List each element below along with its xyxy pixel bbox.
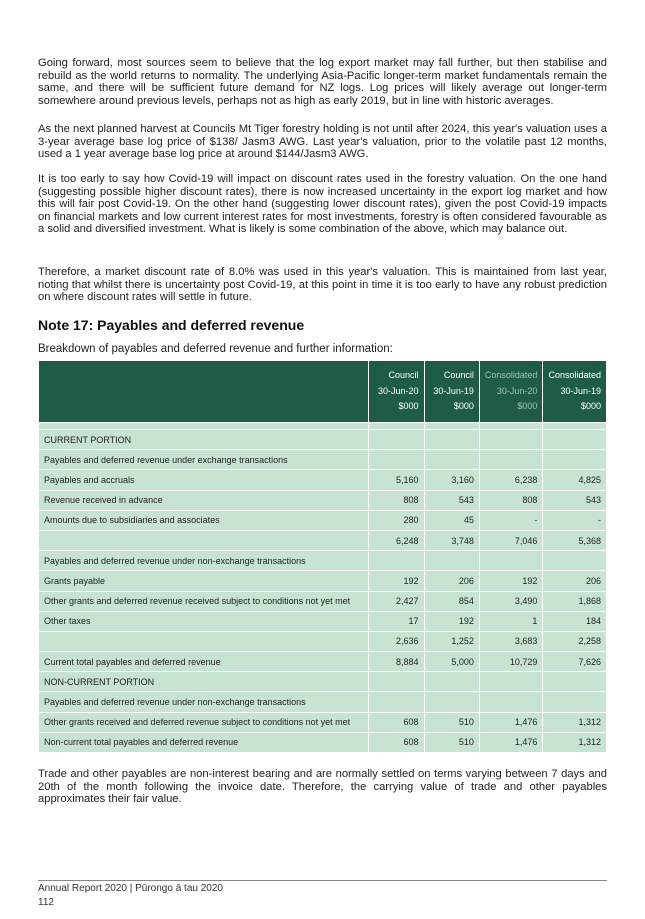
cell: 543 [543,490,607,510]
row-label: Amounts due to subsidiaries and associates [39,510,369,530]
table-row-subtotal [39,530,607,550]
cell: 1 [479,611,543,631]
cell [369,672,424,692]
paragraph-harvest-valuation: As the next planned harvest at Councils Mt Tiger forestry holding is not until after 2024, this year's valuation uses a 3-year average base log price of $138/ Jasm3 AWG. Last year's valuation, prior to the volatile past 12 months, used a 1 year average base log price at around $144/Jasm3 AWG. [38,123,607,161]
cell [369,692,424,712]
cell: 7,626 [543,652,607,672]
cell: 206 [543,571,607,591]
cell [479,672,543,692]
cell: 8,884 [369,652,424,672]
header-consolidated-2019: Consolidated 30-Jun-19 $000 [543,361,607,423]
table-row [39,712,607,732]
spacer-row [39,423,607,430]
cell: 1,312 [543,712,607,732]
cell: 510 [424,712,479,732]
cell: - [479,510,543,530]
cell: 5,160 [369,470,424,490]
table-row-total [39,652,607,672]
cell: 543 [424,490,479,510]
table-row [39,470,607,490]
cell: 608 [369,712,424,732]
cell: 6,248 [369,530,424,550]
page-number: 112 [38,897,54,908]
row-label [39,530,369,550]
row-label: Payables and deferred revenue under non-exchange transactions [39,692,369,712]
cell [424,450,479,470]
cell [543,692,607,712]
cell [424,692,479,712]
table-row [39,450,607,470]
row-label: Non-current total payables and deferred revenue [39,732,369,752]
cell: 854 [424,591,479,611]
cell [479,692,543,712]
cell: 1,252 [424,631,479,651]
row-label: Payables and deferred revenue under non-exchange transactions [39,551,369,571]
cell: 1,868 [543,591,607,611]
cell: 192 [424,611,479,631]
row-label: Other grants received and deferred revenue subject to conditions not yet met [39,712,369,732]
cell [543,450,607,470]
cell: 10,729 [479,652,543,672]
footer-divider [38,880,607,881]
header-blank [39,361,369,423]
table-intro: Breakdown of payables and deferred revenue and further information: [38,343,393,355]
cell: 7,046 [479,530,543,550]
cell: 608 [369,732,424,752]
cell: 808 [369,490,424,510]
cell: - [543,510,607,530]
row-label: NON-CURRENT PORTION [39,672,369,692]
header-council-2019: Council 30-Jun-19 $000 [424,361,479,423]
cell [424,672,479,692]
paragraph-trade-payables: Trade and other payables are non-interest bearing and are normally settled on terms varying between 7 days and 20th of the month following the invoice date. Therefore, the carrying value of trade and other payables approximates their fair value. [38,768,607,806]
cell [369,551,424,571]
row-label: Revenue received in advance [39,490,369,510]
cell: 192 [479,571,543,591]
cell: 808 [479,490,543,510]
cell: 3,490 [479,591,543,611]
cell [424,430,479,450]
cell: 2,636 [369,631,424,651]
table-row-total [39,732,607,752]
row-label: CURRENT PORTION [39,430,369,450]
cell: 5,368 [543,530,607,550]
cell [369,450,424,470]
table-row [39,430,607,450]
cell: 2,258 [543,631,607,651]
table-row [39,551,607,571]
row-label: Grants payable [39,571,369,591]
cell [479,450,543,470]
cell [543,551,607,571]
cell: 280 [369,510,424,530]
cell: 5,000 [424,652,479,672]
cell [369,430,424,450]
cell: 3,748 [424,530,479,550]
cell: 4,825 [543,470,607,490]
paragraph-discount-rates: It is too early to say how Covid-19 will impact on discount rates used in the forestry valuation. On the one hand (suggesting possible higher discount rates), there is now increased uncertainty in the export log market and how this will fair post Covid-19. On the other hand (suggesting lower discount rates), given the post Covid-19 impacts on financial markets and low current interest rates for most investments, forestry is often considered favourable as a solid and diversified investment. What is likely is some combination of the above, which may balance out. [38,173,607,236]
table-row [39,611,607,631]
cell: 192 [369,571,424,591]
cell: 3,683 [479,631,543,651]
cell [543,430,607,450]
row-label: Other taxes [39,611,369,631]
row-label [39,631,369,651]
cell: 1,476 [479,712,543,732]
cell: 6,238 [479,470,543,490]
table-row [39,490,607,510]
cell [479,551,543,571]
cell [424,551,479,571]
note-title: Note 17: Payables and deferred revenue [38,317,305,333]
row-label: Payables and accruals [39,470,369,490]
cell: 45 [424,510,479,530]
payables-table [38,360,607,753]
cell: 2,427 [369,591,424,611]
footer-title: Annual Report 2020 | Pūrongo ā tau 2020 [38,883,223,894]
table-row-subtotal [39,631,607,651]
cell: 1,476 [479,732,543,752]
header-council-2020: Council 30-Jun-20 $000 [369,361,424,423]
header-consolidated-2020: Consolidated 30-Jun-20 $000 [479,361,543,423]
cell: 17 [369,611,424,631]
row-label: Other grants and deferred revenue received subject to conditions not yet met [39,591,369,611]
cell [479,430,543,450]
table-row [39,692,607,712]
table-row [39,571,607,591]
cell: 206 [424,571,479,591]
table-row [39,591,607,611]
cell: 3,160 [424,470,479,490]
table-header-row [39,361,607,423]
cell: 510 [424,732,479,752]
row-label: Payables and deferred revenue under exchange transactions [39,450,369,470]
cell: 1,312 [543,732,607,752]
table-row [39,672,607,692]
row-label: Current total payables and deferred revenue [39,652,369,672]
paragraph-log-market: Going forward, most sources seem to believe that the log export market may fall further, but then stabilise and rebuild as the world returns to normality. The underlying Asia-Pacific longer-term market fundamentals remain the same, and there will be sufficient future demand for NZ logs. Log prices will likely average out longer-term somewhere around previous levels, perhaps not as high as early 2019, but in line with historic averages. [38,57,607,107]
paragraph-market-discount-rate: Therefore, a market discount rate of 8.0% was used in this year's valuation. This is maintained from last year, noting that whilst there is uncertainty post Covid-19, at this point in time it is too early to have any robust prediction on where discount rates will settle in future. [38,266,607,304]
cell [543,672,607,692]
table-row [39,510,607,530]
cell: 184 [543,611,607,631]
